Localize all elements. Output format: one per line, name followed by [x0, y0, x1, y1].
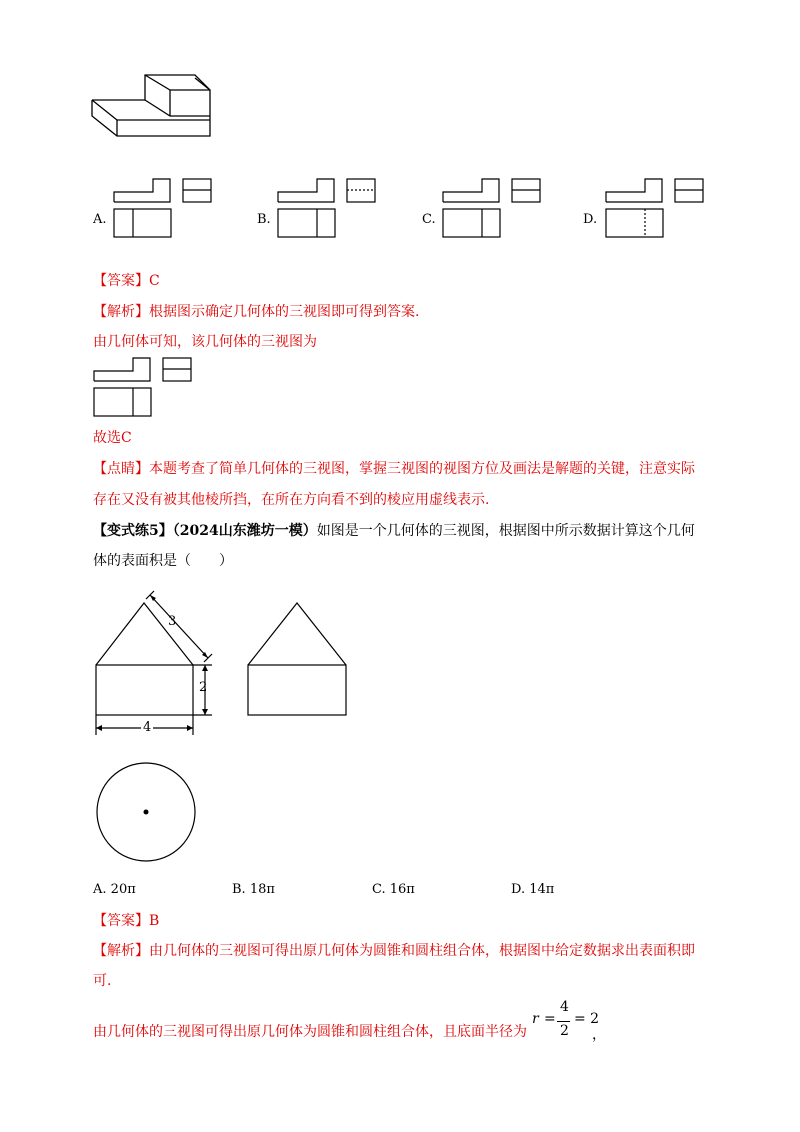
front-view [90, 585, 225, 740]
answer-three-views [93, 357, 193, 419]
top-view [92, 762, 202, 864]
formula-tail: ， [592, 1027, 606, 1043]
q1-comment: 【点睛】本题考查了简单几何体的三视图，掌握三视图的视图方位及画法是解题的关键，注意实际 [93, 461, 695, 477]
q2-option-a: A. 20π [93, 882, 136, 897]
dim-slant-label: 3 [168, 614, 177, 629]
q2-option-c: C. 16π [372, 882, 415, 897]
option-c-letter: C. [422, 212, 436, 227]
option-b-letter: B. [257, 212, 271, 227]
step-solid-figure [90, 70, 220, 140]
q2-analysis-line2: 可. [93, 973, 112, 989]
option-d-views [605, 178, 705, 240]
q1-analysis: 【解析】根据图示确定几何体的三视图即可得到答案. [93, 304, 420, 320]
option-c-views [442, 178, 542, 240]
dim-width-label: 4 [143, 720, 152, 735]
option-d-letter: D. [583, 212, 598, 227]
q2-solution: 由几何体的三视图可得出原几何体为圆锥和圆柱组合体，且底面半径为 [93, 1024, 527, 1040]
q1-comment-line2: 存在又没有被其他棱所挡，在所在方向看不到的棱应用虚线表示. [93, 492, 490, 508]
q2-analysis: 【解析】由几何体的三视图可得出原几何体为圆锥和圆柱组合体，根据图中给定数据求出表面积即 [93, 943, 695, 959]
q1-conclusion: 故选C [93, 430, 132, 446]
dim-height-label: 2 [199, 680, 208, 695]
option-b-views [277, 178, 377, 240]
side-view [244, 600, 354, 720]
q2-stem: 【变式练5】（2024山东潍坊一模）如图是一个几何体的三视图，根据图中所示数据计算这个几何 [93, 523, 695, 539]
q1-answer: 【答案】C [93, 273, 160, 289]
q2-stem-line2: 体的表面积是（ ） [93, 553, 233, 569]
option-a-letter: A. [93, 212, 107, 227]
option-a-views [113, 178, 213, 240]
q2-option-b: B. 18π [232, 882, 275, 897]
q1-analysis-line2: 由几何体可知，该几何体的三视图为 [93, 334, 317, 350]
q2-answer: 【答案】B [93, 913, 160, 929]
q2-option-d: D. 14π [511, 882, 555, 897]
